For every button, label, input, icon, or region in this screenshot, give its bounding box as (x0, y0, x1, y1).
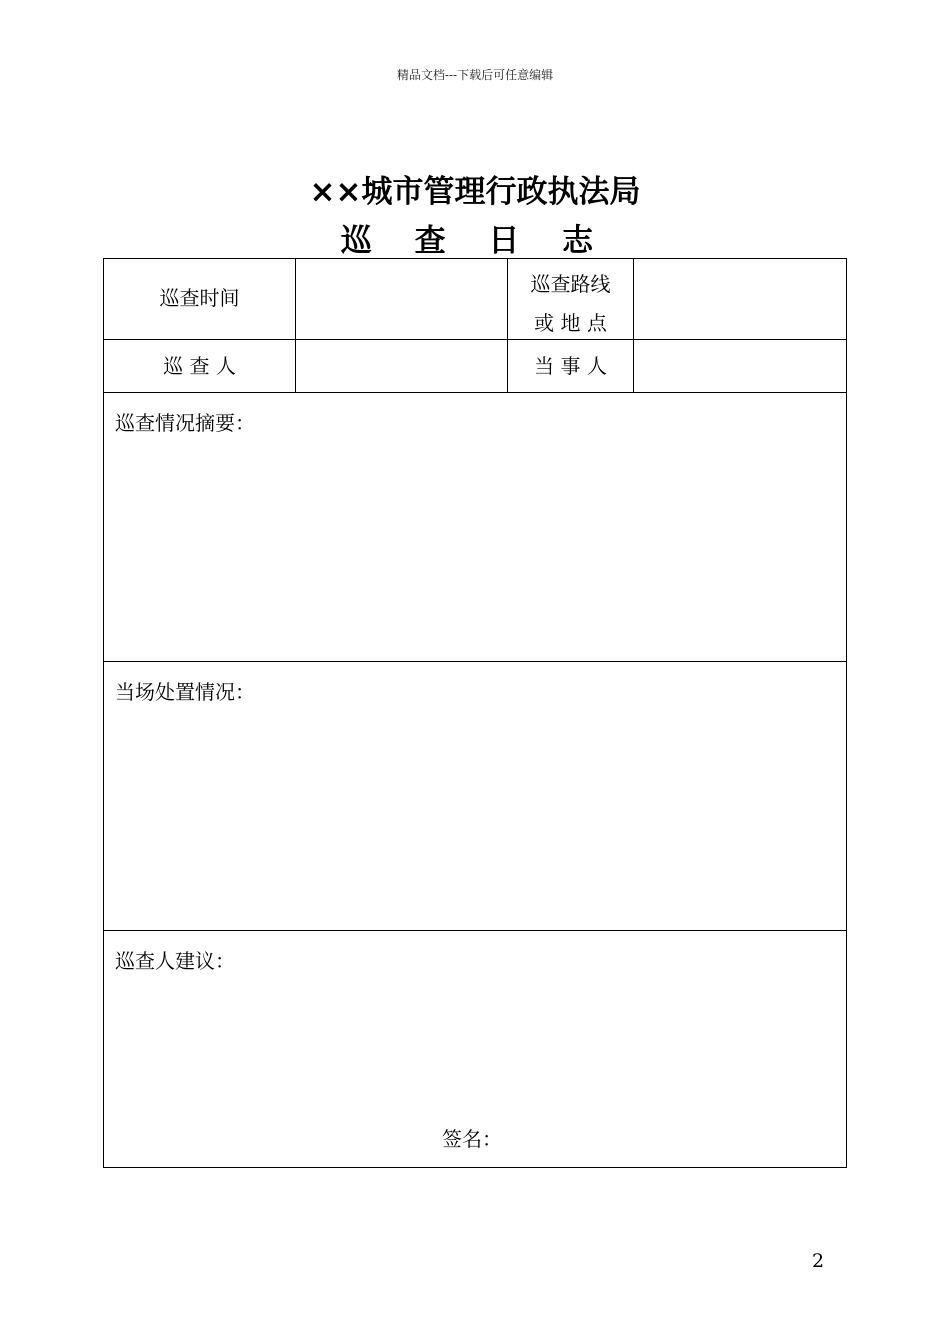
document-title: ××城市管理行政执法局 (309, 174, 641, 210)
patrol-time-field[interactable] (296, 260, 506, 338)
summary-label: 巡查情况摘要： (115, 411, 255, 435)
party-label: 当 事 人 (534, 354, 607, 378)
page-number: 2 (812, 1250, 825, 1272)
route-location-field[interactable] (634, 260, 846, 338)
row-divider (104, 661, 846, 662)
document-subtitle: 巡 查 日 志 (340, 223, 610, 259)
inspector-field[interactable] (296, 340, 506, 391)
row-divider (104, 930, 846, 931)
disposal-label: 当场处置情况： (115, 680, 255, 704)
signature-label: 签名： (442, 1127, 502, 1151)
inspector-label: 巡 查 人 (163, 354, 236, 378)
patrol-time-label: 巡查时间 (159, 286, 240, 310)
route-label-line2: 或 地 点 (534, 311, 607, 335)
suggestion-field[interactable] (105, 977, 845, 1117)
route-label-line1: 巡查路线 (530, 272, 611, 296)
document-header-note: 精品文档---下载后可任意编辑 (396, 68, 554, 82)
party-field[interactable] (634, 340, 846, 391)
suggestion-label: 巡查人建议： (115, 949, 235, 973)
patrol-log-form (103, 258, 847, 1168)
disposal-field[interactable] (105, 708, 845, 928)
summary-field[interactable] (105, 439, 845, 659)
row-divider (104, 392, 846, 393)
